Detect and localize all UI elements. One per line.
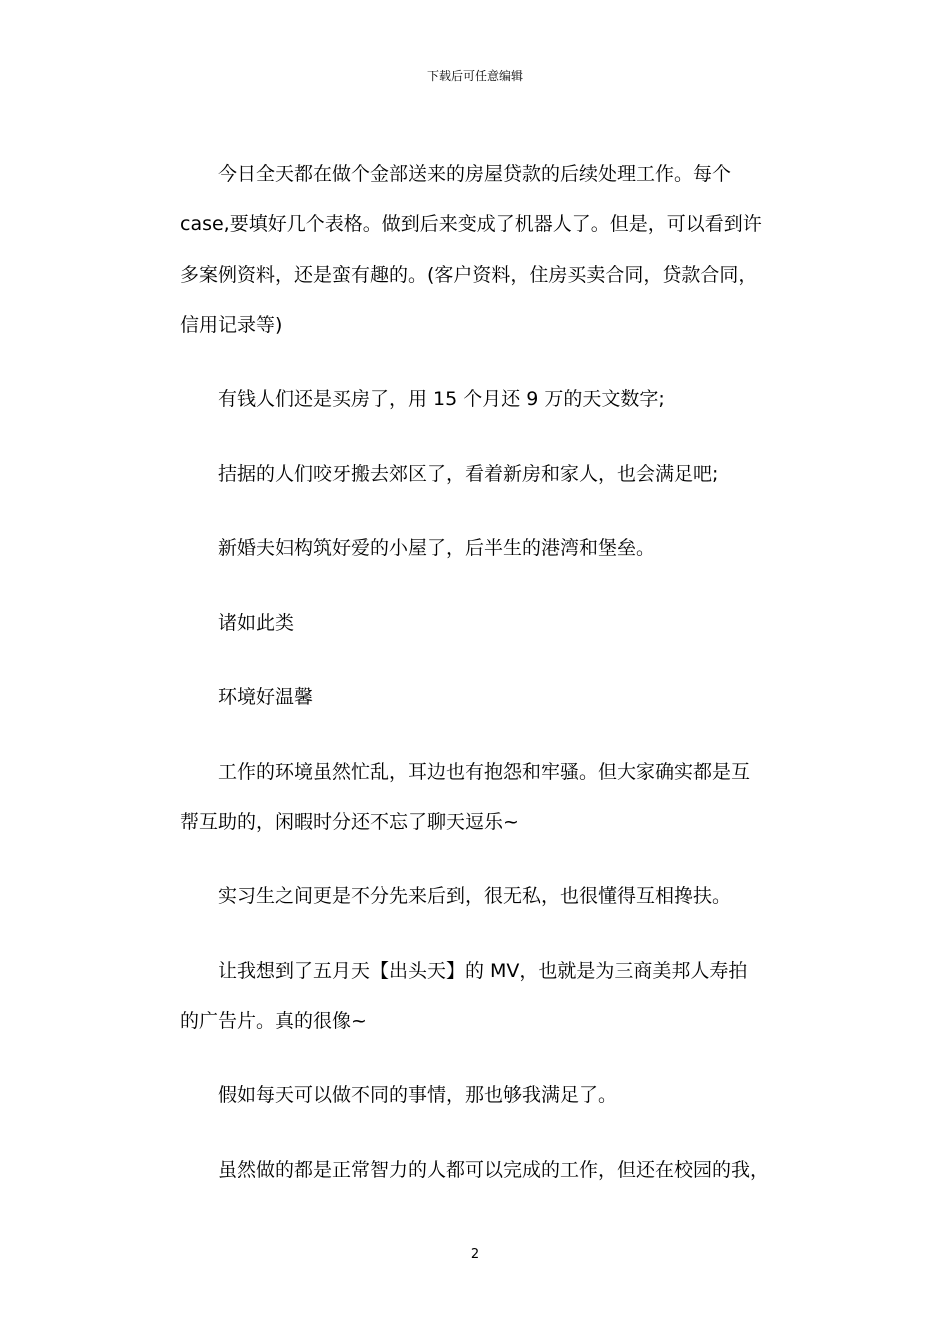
text-line-16: 虽然做的都是正常智力的人都可以完成的工作，但还在校园的我， — [218, 1159, 770, 1181]
text-line-7: 新婚夫妇构筑好爱的小屋了，后半生的港湾和堡垒。 — [218, 537, 656, 559]
text-line-1: 今日全天都在做个金部送来的房屋贷款的后续处理工作。每个 — [218, 163, 732, 185]
text-line-12: 实习生之间更是不分先来后到，很无私，也很懂得互相搀扶。 — [218, 885, 732, 907]
page-number: 2 — [470, 1247, 480, 1262]
text-line-3: 多案例资料，还是蛮有趣的。(客户资料，住房买卖合同，贷款合同， — [180, 264, 758, 286]
text-line-14: 的广告片。真的很像~ — [180, 1010, 367, 1032]
text-line-10: 工作的环境虽然忙乱，耳边也有抱怨和牢骚。但大家确实都是互 — [218, 761, 751, 783]
text-line-11: 帮互助的，闲暇时分还不忘了聊天逗乐~ — [180, 811, 519, 833]
text-line-8: 诸如此类 — [218, 612, 295, 634]
text-line-4: 信用记录等) — [180, 314, 283, 336]
header-note: 下载后可任意编辑 — [426, 69, 523, 83]
text-line-2: case,要填好几个表格。做到后来变成了机器人了。但是，可以看到许 — [180, 213, 762, 235]
text-line-6: 拮据的人们咬牙搬去郊区了，看着新房和家人，也会满足吧; — [218, 463, 719, 485]
text-line-13: 让我想到了五月天【出头天】的 MV，也就是为三商美邦人寿拍 — [218, 960, 748, 982]
text-line-5: 有钱人们还是买房了，用 15 个月还 9 万的天文数字; — [218, 388, 665, 410]
text-line-15: 假如每天可以做不同的事情，那也够我满足了。 — [218, 1084, 618, 1106]
text-line-9: 环境好温馨 — [218, 686, 314, 708]
